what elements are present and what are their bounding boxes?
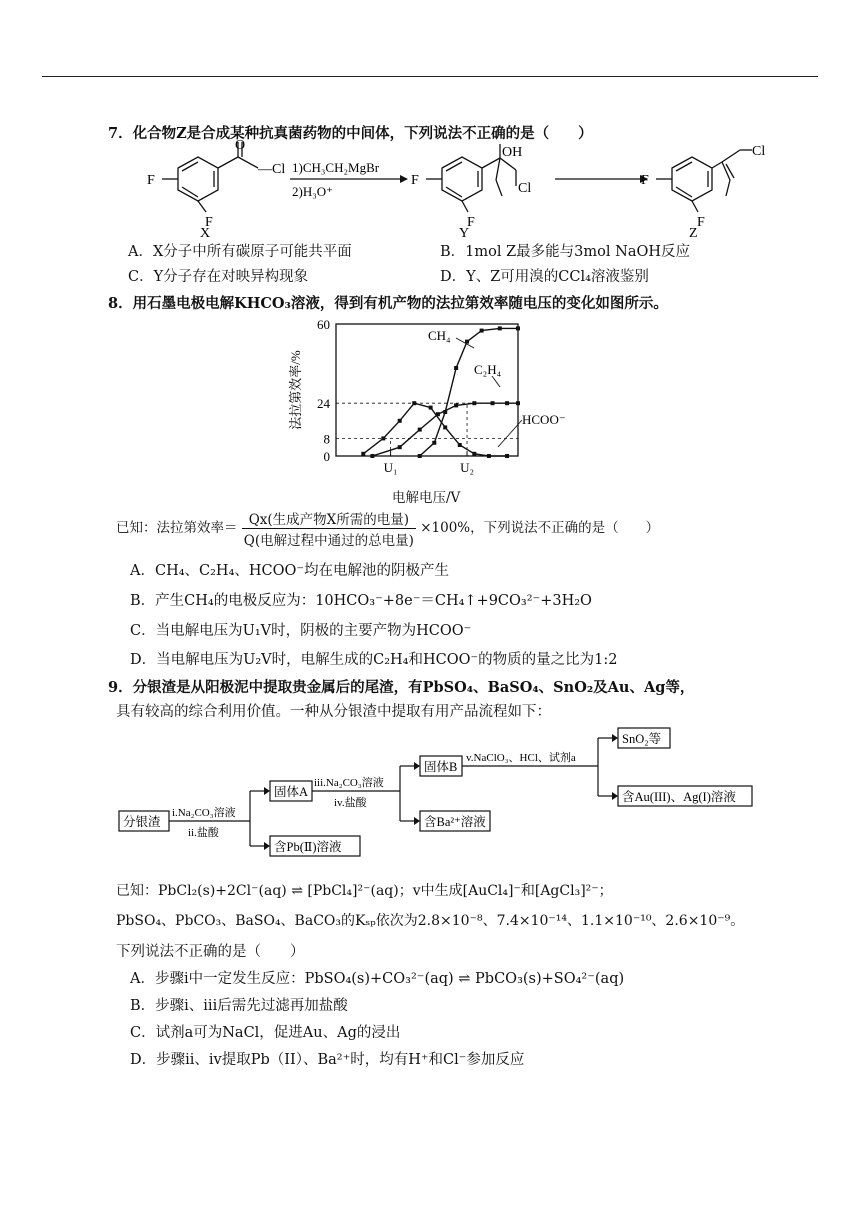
series-label: C₂H₄: [474, 362, 502, 377]
x-tick-label: U₁: [383, 460, 398, 475]
z-f-left: F: [641, 173, 649, 188]
flow-step-iii: iii.Na₂CO₃溶液: [314, 777, 384, 789]
molecule-z: [656, 150, 752, 212]
data-point: [418, 454, 422, 458]
data-point: [505, 401, 509, 405]
data-point: [480, 329, 484, 333]
label-y: Y: [459, 226, 470, 241]
series-line-0: [420, 328, 518, 456]
q8-known: [116, 508, 659, 549]
flow-pb-solution: 含Pb(Ⅱ)溶液: [274, 840, 342, 854]
data-point: [472, 401, 476, 405]
chart-ylabel: 法拉第效率/%: [288, 350, 303, 430]
q9-option-b: B．步骤i、iii后需先过滤再加盐酸: [130, 998, 348, 1014]
data-point: [487, 454, 491, 458]
data-point: [516, 326, 520, 330]
header-rule: [42, 76, 818, 77]
x-f-left: F: [147, 173, 155, 188]
q9-stem-1: 9．分银渣是从阳极泥中提取贵金属后的尾渣，有PbSO₄、BaSO₄、SnO₂及Au、Ag等，: [108, 679, 695, 696]
q8-known-prefix: 已知：法拉第效率＝: [116, 520, 238, 536]
q9-known-1: 已知：PbCl₂(s)+2Cl⁻(aq) ⇌ [PbCl₄]²⁻(aq)；v中生成[AuCl₄]⁻和[AgCl₃]²⁻；: [116, 883, 613, 899]
data-point: [429, 406, 433, 410]
fraction-numerator: Qx(生成产物X所需的电量): [242, 508, 416, 529]
z-f-bottom: F: [697, 215, 705, 230]
data-point: [443, 425, 447, 429]
data-point: [454, 403, 458, 407]
y-cl: Cl: [518, 181, 532, 196]
fraction-denominator: Q(电解过程中通过的总电量): [243, 533, 414, 549]
q8-option-b: B．产生CH₄的电极反应为：10HCO₃⁻+8e⁻＝CH₄↑+9CO₃²⁻+3H₂O: [130, 593, 592, 609]
data-point: [472, 452, 476, 456]
flow-step-i: i.Na₂CO₃溶液: [172, 807, 236, 819]
y-tick-label: 0: [323, 449, 330, 464]
data-point: [491, 401, 495, 405]
flow-step-v: v.NaClO₃、HCl、试剂a: [466, 752, 576, 764]
flow-sno2: SnO₂等: [622, 732, 662, 746]
data-point: [398, 445, 402, 449]
q9-ask: 下列说法不正确的是（ ）: [116, 944, 305, 960]
label-z: Z: [689, 226, 698, 241]
reagent-bottom: 2)H₃O⁺: [292, 184, 333, 199]
q8-option-c: C．当电解电压为U₁V时，阴极的主要产物为HCOO⁻: [130, 623, 472, 639]
q8-known-suffix: ×100%，下列说法不正确的是（ ）: [420, 520, 660, 536]
flow-solid-b: 固体B: [424, 760, 458, 774]
q7-reaction-scheme: [0, 137, 860, 241]
x-o: O: [235, 137, 246, 153]
data-point: [370, 454, 374, 458]
q9-option-c: C．试剂a可为NaCl，促进Au、Ag的浸出: [130, 1025, 401, 1041]
q8-option-d: D．当电解电压为U₂V时，电解生成的C₂H₄和HCOO⁻的物质的量之比为1:2: [130, 652, 618, 668]
series-line-1: [372, 403, 518, 456]
q9-known-2: PbSO₄、PbCO₃、BaSO₄、BaCO₃的Kₛₚ依次为2.8×10⁻⁸、7.4×10⁻¹⁴、1.1×10⁻¹⁰、2.6×10⁻⁹。: [116, 913, 745, 929]
plot-frame: [336, 324, 518, 456]
z-cl: Cl: [752, 144, 766, 159]
faraday-fraction: [242, 508, 416, 549]
q9-option-a: A．步骤i中一定发生反应：PbSO₄(s)+CO₃²⁻(aq) ⇌ PbCO₃(s)+SO₄²⁻(aq): [130, 971, 625, 987]
data-point: [418, 428, 422, 432]
y-f-left: F: [411, 173, 419, 188]
y-tick-label: 24: [317, 396, 330, 412]
q7-option-b: B．1mol Z最多能与3mol NaOH反应: [440, 244, 690, 260]
process-flow-diagram: [0, 720, 860, 860]
y-f-bottom: F: [467, 215, 475, 230]
y-tick-label: 60: [317, 317, 330, 332]
chart-xlabel: 电解电压/V: [392, 490, 461, 506]
data-point: [381, 436, 385, 440]
reagent-top: 1)CH₃CH₂MgBr: [292, 160, 380, 175]
data-point: [498, 326, 502, 330]
flow-au-ag: 含Au(III)、Ag(I)溶液: [622, 790, 736, 804]
flow-solid-a: 固体A: [274, 785, 309, 799]
q7-option-a: A．X分子中所有碳原子可能共平面: [128, 244, 352, 260]
series-label: HCOO⁻: [522, 412, 566, 427]
q9-stem-2: 具有较高的综合利用价值。一种从分银渣中提取有用产品流程如下：: [116, 704, 551, 720]
data-point: [361, 452, 365, 456]
series-label: CH₄: [428, 328, 451, 343]
x-cl: —Cl: [258, 162, 286, 177]
data-point: [412, 401, 416, 405]
q7-option-d: D．Y、Z可用溴的CCl₄溶液鉴别: [440, 269, 649, 285]
data-point: [398, 419, 402, 423]
x-tick-label: U₂: [460, 460, 475, 475]
q7-stem: 7．化合物Z是合成某种抗真菌药物的中间体，下列说法不正确的是（ ）: [108, 125, 593, 142]
q8-stem: 8．用石墨电极电解KHCO₃溶液，得到有机产物的法拉第效率随电压的变化如图所示。: [108, 295, 668, 312]
data-point: [432, 441, 436, 445]
y-oh: OH: [502, 145, 523, 160]
y-tick-label: 8: [323, 431, 330, 447]
q7-option-c: C．Y分子存在对映异构现象: [128, 269, 309, 285]
c2h4-leader: [492, 376, 500, 387]
label-x: X: [200, 226, 211, 241]
flow-step-ii: ii.盐酸: [188, 827, 219, 839]
data-point: [516, 401, 520, 405]
faraday-efficiency-chart: [278, 312, 566, 512]
series-line-2: [363, 403, 507, 456]
flow-start: 分银渣: [123, 815, 161, 829]
flow-step-iv: iv.盐酸: [334, 797, 367, 809]
data-point: [505, 454, 509, 458]
data-point: [454, 366, 458, 370]
data-point: [458, 443, 462, 447]
flow-ba-solution: 含Ba²⁺溶液: [424, 815, 486, 829]
q8-option-a: A．CH₄、C₂H₄、HCOO⁻均在电解池的阴极产生: [130, 563, 450, 579]
x-f-bottom: F: [205, 215, 213, 230]
q9-option-d: D．步骤ii、iv提取Pb（II）、Ba²⁺时，均有H⁺和Cl⁻参加反应: [130, 1052, 525, 1068]
